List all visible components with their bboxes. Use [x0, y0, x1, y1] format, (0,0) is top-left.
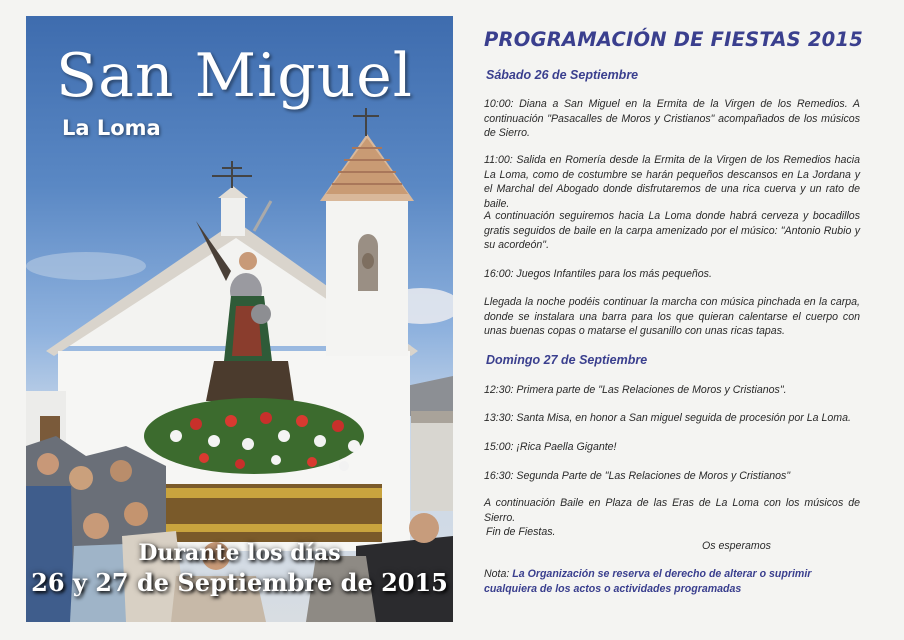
- schedule-item: A continuación Baile en Plaza de las Eras de La Loma con los músicos de Sierro.: [484, 497, 860, 524]
- note-label: Nota:: [484, 568, 510, 580]
- organization-note: [484, 567, 860, 596]
- schedule-item: 16:30: Segunda Parte de "Las Relaciones de Moros y Cristianos": [484, 470, 791, 482]
- note-text: La Organización se reserva el derecho de alterar o suprimir cualquiera de los actos o actividades programadas: [484, 568, 812, 595]
- poster-dates-line2: 26 y 27 de Septiembre de 2015: [31, 568, 448, 597]
- poster-panel: [26, 16, 453, 622]
- sunday-heading: Domingo 27 de Septiembre: [486, 353, 648, 367]
- poster-title: San Miguel: [56, 41, 413, 111]
- schedule-item: A continuación seguiremos hacia La Loma donde habrá cerveza y bocadillos gratis seguidos de baile en la carpa amenizado por el músico: "Antonio Rubio y su acordeón".: [484, 210, 860, 251]
- schedule-item: Llegada la noche podéis continuar la marcha con música pinchada en la carpa, donde se instalara una barra para los que quieran calentarse el cuerpo con unas buenas copas o matarse el gusanillo con unas ricas tapas.: [484, 296, 860, 337]
- poster-dates-line1: Durante los días: [138, 540, 341, 566]
- schedule-item: 11:00: Salida en Romería desde la Ermita de la Virgen de los Remedios hacia La Loma, como de costumbre se harán pequeños descansos en La Jordana y el Marchal del Abogado donde disfrutaremos de una rica cuerva y un rato de baile.: [484, 154, 860, 210]
- program-heading: PROGRAMACIÓN DE FIESTAS 2015: [484, 28, 863, 51]
- saturday-heading: Sábado 26 de Septiembre: [486, 68, 639, 82]
- schedule-item: 10:00: Diana a San Miguel en la Ermita de la Virgen de los Remedios. A continuación "Pasacalles de Moros y Cristianos" acompañados de los músicos de Sierro.: [484, 98, 860, 139]
- end-of-festivities: Fin de Fiestas.: [486, 526, 556, 538]
- schedule-item: 16:00: Juegos Infantiles para los más pequeños.: [484, 268, 712, 280]
- farewell-text: Os esperamos: [702, 540, 771, 552]
- schedule-item: 13:30: Santa Misa, en honor a San miguel seguida de procesión por La Loma.: [484, 412, 851, 424]
- schedule-item: 15:00: ¡Rica Paella Gigante!: [484, 441, 617, 453]
- poster-subtitle: La Loma: [62, 116, 161, 140]
- schedule-item: 12:30: Primera parte de "Las Relaciones de Moros y Cristianos".: [484, 384, 787, 396]
